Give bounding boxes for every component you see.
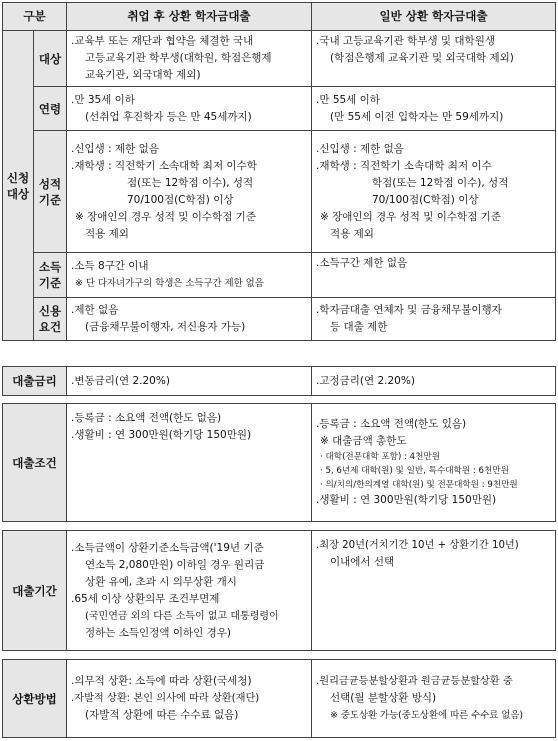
target-col1: [67, 31, 312, 87]
text-line: 70/100점(C학점) 이상: [127, 193, 234, 206]
conditions-table: [2, 403, 556, 522]
conditions-col1: [67, 404, 312, 522]
eligibility-label-1: 신청: [6, 170, 30, 185]
income-label-1: 소득: [38, 260, 62, 274]
credit-col2: [312, 298, 556, 341]
grades-col2: [312, 131, 556, 253]
text-line: 학점(또는 12학점 이수), 성적: [372, 176, 509, 189]
period-col2: [312, 531, 556, 651]
text-line: .생활비 : 연 300만원(학기당 150만원): [316, 494, 497, 506]
text-line: 선택(월 분할상환 방식): [330, 692, 437, 704]
text-line: .국내 고등교육기관 학부생 및 대학원생: [316, 35, 495, 47]
text-line: · 의/치의/한의계열 대학(원) 및 전문대학원 : 9천만원: [320, 480, 518, 490]
income-col1: [67, 253, 312, 298]
text-line: 적용 제외: [85, 227, 129, 240]
text-line: ※ 단 다자녀가구의 학생은 소득구간 제한 없음: [75, 278, 264, 289]
repayment-col1: [67, 660, 312, 738]
text-line: (만 55세 이전 입학자는 만 59세까지): [330, 110, 504, 123]
credit-label-2: 요건: [38, 320, 62, 334]
credit-label-1: 신용: [38, 304, 62, 318]
row-repayment: [3, 660, 556, 738]
text-line: .등록금 : 소요액 전액(한도 있음): [316, 418, 467, 430]
period-col1: [67, 531, 312, 651]
text-line: (금융채무불이행자, 저신용자 가능): [85, 321, 246, 333]
interest-col2: .고정금리(연 2.20%): [312, 367, 556, 396]
text-line: · 5, 6년제 대학(원) 및 일반, 특수대학원 : 6천만원: [320, 466, 509, 476]
header-row: [3, 3, 556, 31]
text-line: (자발적 상환에 따른 수수료 없음): [85, 709, 239, 721]
text-line: .의무적 상환: 소득에 따라 상환(국세청): [71, 675, 252, 687]
period-table: [2, 530, 556, 651]
text-line: ※ 장애인의 경우 성적 및 이수학점 기준: [75, 210, 256, 223]
text-line: 고등교육기관 학부생(대학원, 학점은행제: [85, 52, 272, 64]
text-line: .재학생 : 직전학기 소속대학 최저 이수: [316, 159, 492, 172]
interest-col1: .변동금리(연 2.20%): [67, 367, 312, 396]
text-line: 등 대출 제한: [330, 321, 388, 333]
row-conditions: [3, 404, 556, 522]
row-income: [3, 253, 556, 298]
row-age: [3, 87, 556, 131]
income-label-2: 기준: [38, 276, 62, 290]
row-credit: [3, 298, 556, 341]
text-line: .신입생 : 제한 없음: [71, 142, 159, 155]
text-line: 이내에서 선택: [330, 556, 395, 568]
row-interest: [3, 367, 556, 396]
age-col2: [312, 87, 556, 131]
repayment-col2: [312, 660, 556, 738]
grades-label: [34, 131, 67, 253]
eligibility-label: [3, 31, 34, 341]
row-period: [3, 531, 556, 651]
text-line: .소득 8구간 이내: [71, 260, 149, 272]
header-col2: 일반 상환 학자금대출: [312, 3, 556, 31]
text-line: .제한 없음: [71, 304, 119, 316]
repayment-label: 상환방법: [3, 660, 67, 738]
text-line: .만 35세 이하: [71, 93, 135, 106]
target-label: 대상: [34, 31, 67, 87]
text-line: 정하는 소득인정액 이하인 경우): [85, 626, 231, 639]
eligibility-label-2: 대상: [6, 186, 30, 201]
text-line: · 대학(전문대학 포함) : 4천만원: [320, 452, 441, 462]
eligibility-table: [2, 2, 556, 341]
grades-label-1: 성적: [38, 176, 62, 191]
text-line: 연소득 2,080만원) 이하일 경우 원리금: [85, 558, 265, 571]
text-line: .생활비 : 연 300만원(학기당 150만원): [71, 429, 252, 441]
age-col1: [67, 87, 312, 131]
text-line: .최장 20년(거치기간 10년 + 상환기간 10년): [316, 540, 519, 551]
interest-label: 대출금리: [3, 367, 67, 396]
row-grades: [3, 131, 556, 253]
age-label: 연령: [34, 87, 67, 131]
text-line: .자발적 상환: 본인 의사에 따라 상환(재단): [71, 693, 260, 704]
text-line: ※ 장애인의 경우 성적 및 이수학점 기준: [320, 210, 501, 223]
text-line: 상환 유예, 초과 시 의무상환 개시: [85, 575, 237, 588]
repayment-table: [2, 659, 556, 738]
text-line: .소득구간 제한 없음: [316, 257, 408, 269]
text-line: .소득금액이 상환기준소득금액('19년 기준: [71, 541, 264, 554]
text-line: 적용 제외: [330, 227, 374, 240]
text-line: .65세 이상 상환의무 조건부면제: [71, 592, 220, 605]
text-line: .재학생 : 직전학기 소속대학 최저 이수학: [71, 159, 257, 172]
header-col1: 취업 후 상환 학자금대출: [67, 3, 312, 31]
income-col2: [312, 253, 556, 298]
conditions-col2: [312, 404, 556, 522]
text-line: .원리금균등분할상환과 원금균등분할상환 중: [316, 676, 513, 687]
interest-table: [2, 366, 556, 396]
text-line: ※ 중도상환 가능(중도상환에 따른 수수료 없음): [330, 710, 524, 721]
text-line: (국민연금 외의 다른 소득이 없고 대통령령이: [85, 610, 279, 622]
text-line: ※ 대출금액 총한도: [320, 435, 407, 447]
text-line: (선취업 후진학자 등은 만 45세까지): [85, 110, 252, 123]
grades-label-2: 기준: [38, 192, 62, 207]
income-label: [34, 253, 67, 298]
text-line: (학점은행제 교육기관 및 외국대학 제외): [330, 52, 514, 64]
period-label: 대출기간: [3, 531, 67, 651]
header-category: 구분: [3, 3, 67, 31]
text-line: .만 55세 이하: [316, 93, 380, 106]
text-line: 70/100점(C학점) 이상: [372, 193, 479, 206]
credit-col1: [67, 298, 312, 341]
text-line: .교육부 또는 재단과 협약을 체결한 국내: [71, 35, 254, 47]
text-line: 점(또는 12학점 이수), 성적: [127, 176, 254, 189]
text-line: .신입생 : 제한 없음: [316, 142, 404, 155]
text-line: 교육기관, 외국대학 제외): [85, 69, 201, 81]
row-target: [3, 31, 556, 87]
grades-col1: [67, 131, 312, 253]
credit-label: [34, 298, 67, 341]
target-col2: [312, 31, 556, 87]
conditions-label: 대출조건: [3, 404, 67, 522]
text-line: .학자금대출 연체자 및 금융채무불이행자: [316, 304, 502, 316]
text-line: .등록금 : 소요액 전액(한도 없음): [71, 412, 222, 424]
